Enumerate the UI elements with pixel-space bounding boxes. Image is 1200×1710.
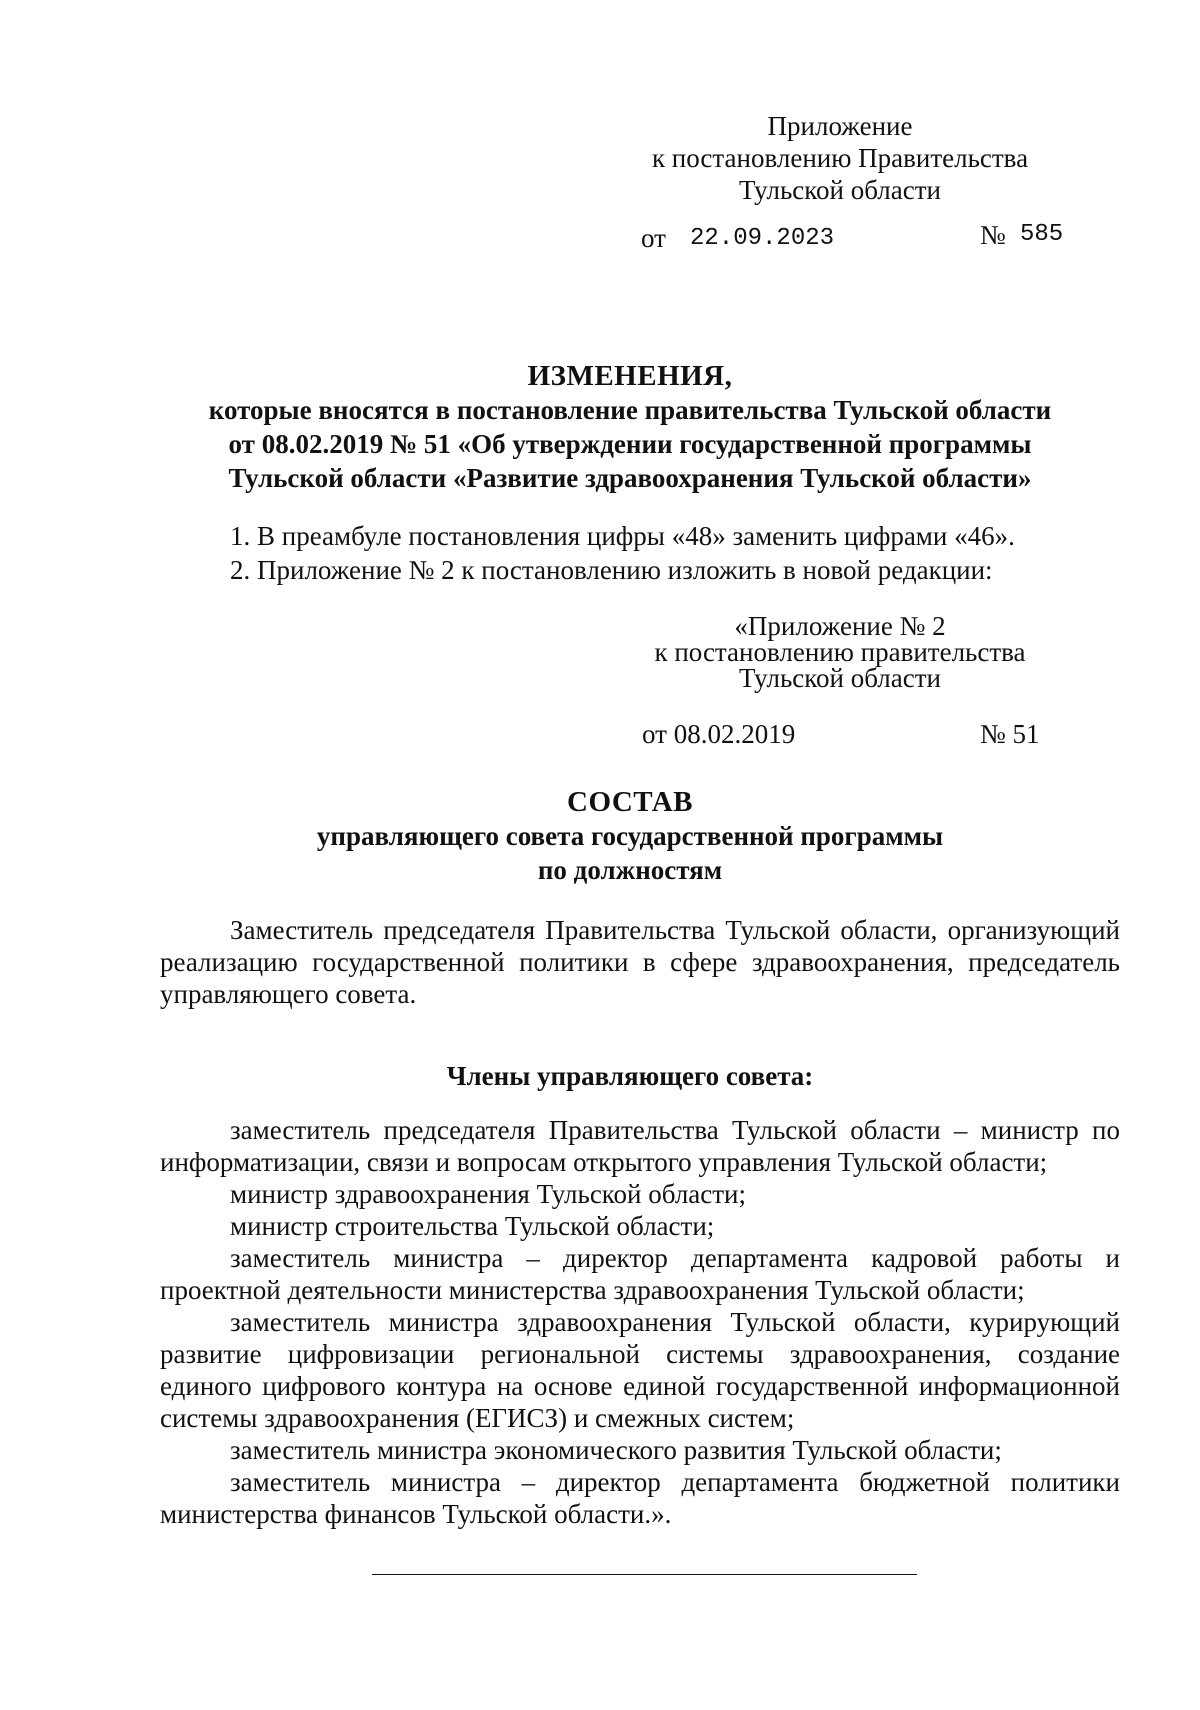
changes-title-line-2: от 08.02.2019 № 51 «Об утверждении государственной программы bbox=[228, 429, 1032, 459]
appendix2-line-3: Тульской области bbox=[739, 663, 941, 693]
member-item: министр здравоохранения Тульской области; bbox=[230, 1179, 747, 1209]
composition-title-line-2: по должностям bbox=[537, 855, 723, 885]
members-list bbox=[160, 1114, 1120, 1530]
header-line-1: Приложение bbox=[767, 111, 913, 141]
header-date: 22.09.2023 bbox=[690, 225, 835, 252]
header-from-label: от bbox=[641, 223, 666, 253]
changes-title-main: ИЗМЕНЕНИЯ, bbox=[527, 360, 733, 392]
appendix2-date: от 08.02.2019 bbox=[642, 719, 796, 749]
appendix2-header bbox=[600, 610, 1080, 693]
change-item-2: 2. Приложение № 2 к постановлению изложить в новой редакции: bbox=[230, 555, 993, 585]
appendix2-line-1: «Приложение № 2 bbox=[734, 611, 946, 641]
changes-title-line-3: Тульской области «Развитие здравоохранения Тульской области» bbox=[228, 463, 1032, 493]
changes-title-line-1: которые вносятся в постановление правительства Тульской области bbox=[208, 395, 1052, 425]
header-line-2: к постановлению Правительства bbox=[651, 143, 1029, 173]
change-item-1: 1. В преамбуле постановления цифры «48» заменить цифрами «46». bbox=[230, 521, 1015, 551]
header-line-3: Тульской области bbox=[739, 175, 941, 205]
member-item: заместитель министра – директор департамента бюджетной политики министерства финансов Тульской области.». bbox=[160, 1467, 1120, 1529]
appendix2-number: № 51 bbox=[980, 719, 1040, 749]
header-number-label: № bbox=[980, 220, 1006, 250]
appendix2-line-2: к постановлению правительства bbox=[654, 637, 1026, 667]
composition-title-main: СОСТАВ bbox=[567, 786, 693, 818]
members-heading: Члены управляющего совета: bbox=[446, 1061, 814, 1091]
member-item: заместитель министра – директор департамента кадровой работы и проектной деятельности министерства здравоохранения Тульской области; bbox=[160, 1243, 1120, 1305]
member-item: заместитель председателя Правительства Тульской области – министр по информатизации, связи и вопросам открытого управления Тульской области; bbox=[160, 1115, 1120, 1177]
appendix-header bbox=[600, 110, 1080, 206]
composition-title-line-1: управляющего совета государственной программы bbox=[316, 821, 944, 851]
member-item: заместитель министра здравоохранения Тульской области, курирующий развитие цифровизации региональной системы здравоохранения, создание единого цифрового контура на основе единой государственной информационной системы здравоохранения (ЕГИСЗ) и смежных систем; bbox=[160, 1307, 1120, 1433]
chairman-block bbox=[160, 914, 1120, 1010]
closing-divider bbox=[372, 1574, 917, 1575]
changes-items bbox=[160, 520, 1120, 588]
chairman-paragraph: Заместитель председателя Правительства Тульской области, организующий реализацию государственной политики в сфере здравоохранения, председатель управляющего совета. bbox=[160, 915, 1120, 1009]
member-item: заместитель министра экономического развития Тульской области; bbox=[230, 1435, 1002, 1465]
member-item: министр строительства Тульской области; bbox=[230, 1211, 715, 1241]
header-number: 585 bbox=[1020, 221, 1064, 248]
composition-title bbox=[140, 786, 1120, 888]
changes-title bbox=[140, 360, 1120, 496]
